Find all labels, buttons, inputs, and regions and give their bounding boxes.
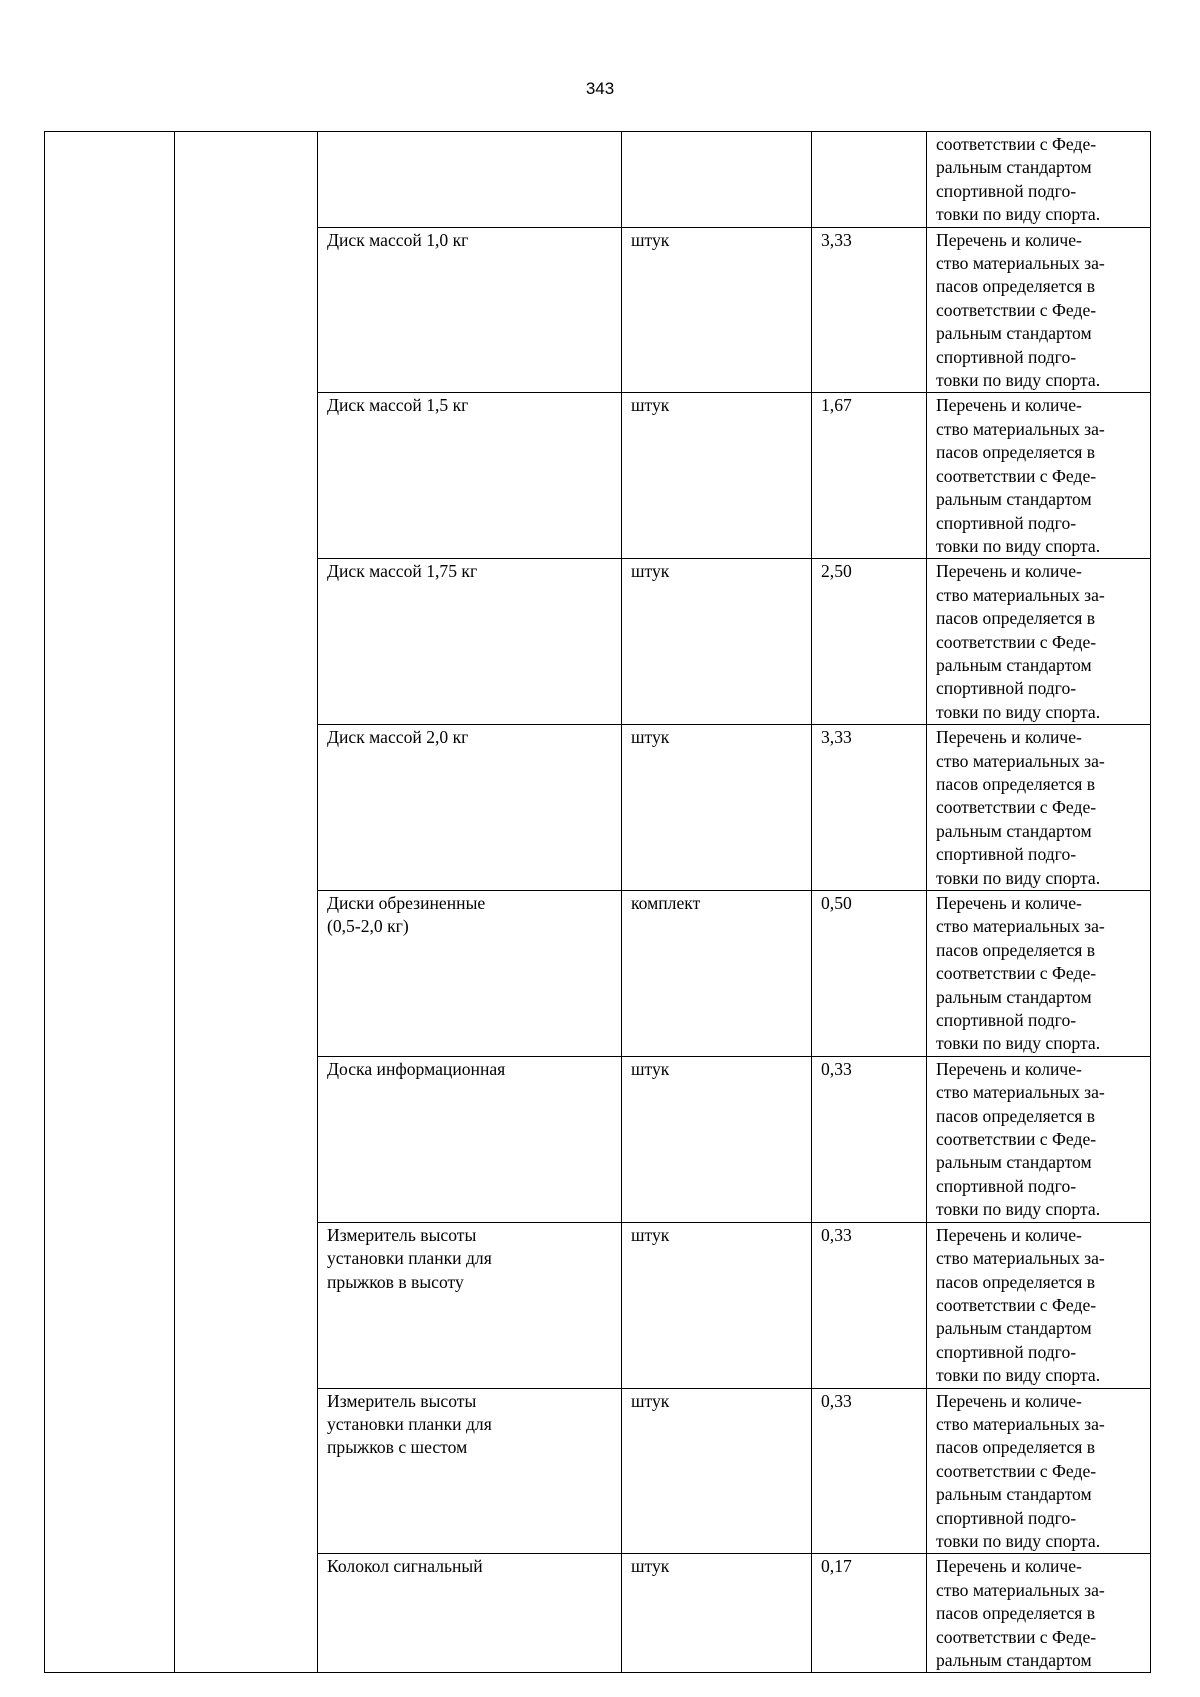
unit-cell: штук xyxy=(622,1222,812,1388)
equipment-table xyxy=(44,131,1151,1673)
quantity-cell: 0,33 xyxy=(812,1056,927,1222)
item-name-cell: Диск массой 1,5 кг xyxy=(318,393,622,559)
item-name-cell: Диск массой 1,0 кг xyxy=(318,227,622,393)
note-cell: Перечень и количе- ство материальных за- пасов определяется в соответствии с Феде- ральным стандартом xyxy=(927,1554,1151,1673)
item-name-cell: Диски обрезиненные (0,5-2,0 кг) xyxy=(318,891,622,1057)
quantity-cell: 3,33 xyxy=(812,227,927,393)
item-name-cell: Измеритель высоты установки планки для прыжков с шестом xyxy=(318,1388,622,1554)
unit-cell: штук xyxy=(622,1056,812,1222)
note-cell: Перечень и количе- ство материальных за- пасов определяется в соответствии с Феде- ральным стандартом спортивной подго- товки по виду спорта. xyxy=(927,1222,1151,1388)
note-cell: Перечень и количе- ство материальных за- пасов определяется в соответствии с Феде- ральным стандартом спортивной подго- товки по виду спорта. xyxy=(927,891,1151,1057)
unit-cell: штук xyxy=(622,227,812,393)
page-number: 343 xyxy=(585,79,615,98)
unit-cell: штук xyxy=(622,725,812,891)
quantity-cell: 0,33 xyxy=(812,1388,927,1554)
empty-cell xyxy=(622,132,812,228)
unit-cell: штук xyxy=(622,1388,812,1554)
quantity-cell: 1,67 xyxy=(812,393,927,559)
unit-cell: штук xyxy=(622,393,812,559)
note-cell: Перечень и количе- ство материальных за- пасов определяется в соответствии с Феде- ральным стандартом спортивной подго- товки по виду спорта. xyxy=(927,227,1151,393)
quantity-cell: 0,33 xyxy=(812,1222,927,1388)
note-cell: Перечень и количе- ство материальных за- пасов определяется в соответствии с Феде- ральным стандартом спортивной подго- товки по виду спорта. xyxy=(927,1056,1151,1222)
note-cell: Перечень и количе- ство материальных за- пасов определяется в соответствии с Феде- ральным стандартом спортивной подго- товки по виду спорта. xyxy=(927,393,1151,559)
empty-cell xyxy=(175,132,318,1673)
unit-cell: штук xyxy=(622,1554,812,1673)
note-cell: Перечень и количе- ство материальных за- пасов определяется в соответствии с Феде- ральным стандартом спортивной подго- товки по виду спорта. xyxy=(927,725,1151,891)
quantity-cell: 3,33 xyxy=(812,725,927,891)
item-name-cell: Доска информационная xyxy=(318,1056,622,1222)
note-cell: соответствии с Феде- ральным стандартом спортивной подго- товки по виду спорта. xyxy=(927,132,1151,228)
item-name-cell: Диск массой 1,75 кг xyxy=(318,559,622,725)
item-name-cell: Измеритель высоты установки планки для прыжков в высоту xyxy=(318,1222,622,1388)
item-name-cell: Колокол сигнальный xyxy=(318,1554,622,1673)
unit-cell: комплект xyxy=(622,891,812,1057)
quantity-cell: 2,50 xyxy=(812,559,927,725)
empty-cell xyxy=(318,132,622,228)
note-cell: Перечень и количе- ство материальных за- пасов определяется в соответствии с Феде- ральным стандартом спортивной подго- товки по виду спорта. xyxy=(927,1388,1151,1554)
quantity-cell: 0,17 xyxy=(812,1554,927,1673)
unit-cell: штук xyxy=(622,559,812,725)
table-row xyxy=(45,132,1151,228)
note-cell: Перечень и количе- ство материальных за- пасов определяется в соответствии с Феде- ральным стандартом спортивной подго- товки по виду спорта. xyxy=(927,559,1151,725)
empty-cell xyxy=(812,132,927,228)
item-name-cell: Диск массой 2,0 кг xyxy=(318,725,622,891)
quantity-cell: 0,50 xyxy=(812,891,927,1057)
empty-cell xyxy=(45,132,175,1673)
